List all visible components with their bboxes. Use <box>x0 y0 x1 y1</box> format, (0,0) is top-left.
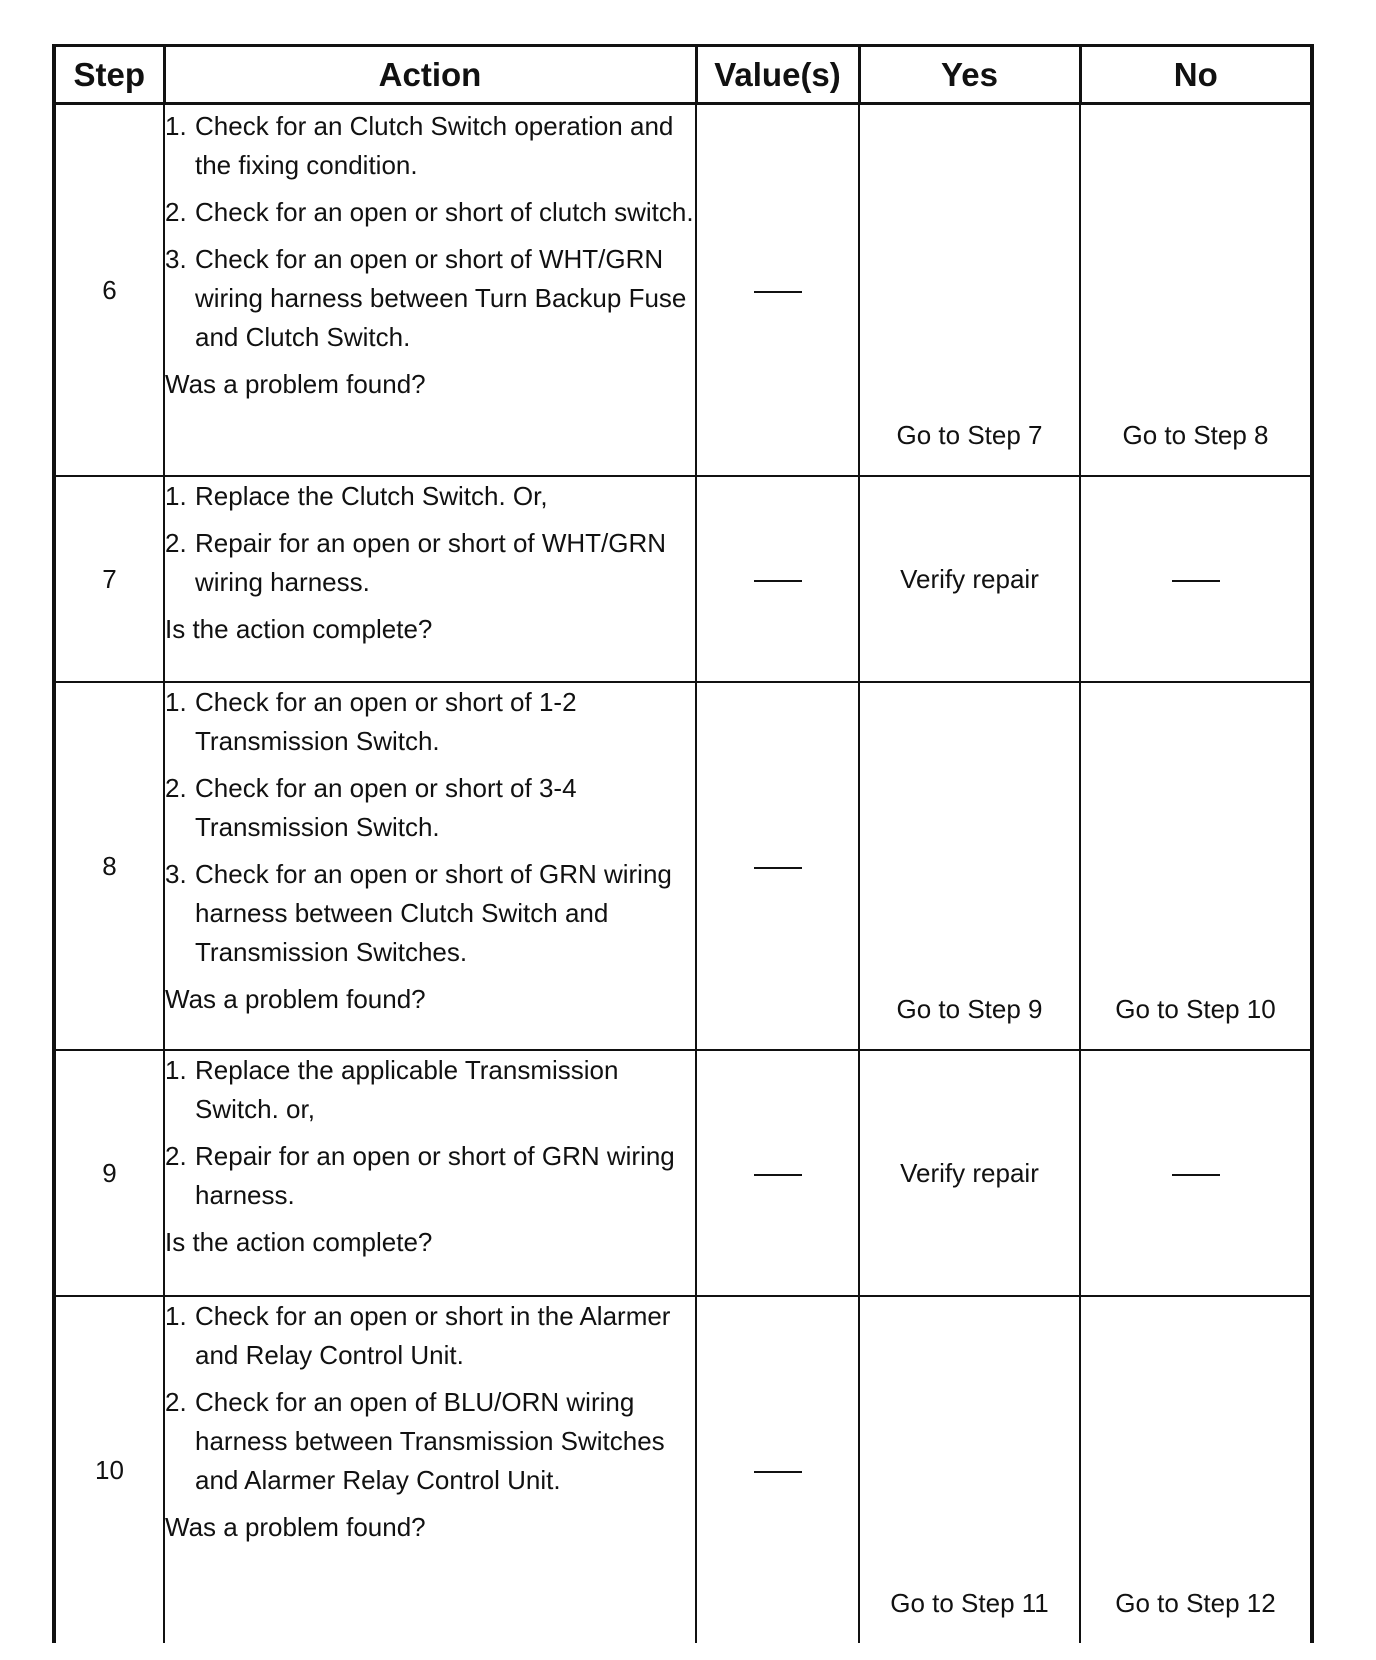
action-question: Is the action complete? <box>165 1227 433 1257</box>
action-cell <box>164 1296 696 1643</box>
no-cell <box>1080 682 1312 1050</box>
no-cell <box>1080 104 1312 477</box>
table-row <box>54 682 1312 1050</box>
step-number: 10 <box>54 1296 164 1643</box>
step-number: 7 <box>54 476 164 682</box>
list-item: 1. Replace the applicable Transmission Switch. or, <box>165 1055 619 1124</box>
header-values: Value(s) <box>696 46 859 104</box>
list-item: 1. Replace the Clutch Switch. Or, <box>165 481 548 511</box>
value-dash <box>754 580 802 582</box>
action-question: Is the action complete? <box>165 614 433 644</box>
action-list <box>165 1297 695 1500</box>
list-item: 3. Check for an open or short of WHT/GRN wiring harness between Turn Backup Fuse and Clutch Switch. <box>165 244 687 352</box>
value-cell <box>696 1050 859 1296</box>
yes-result: Verify repair <box>900 1157 1039 1188</box>
table-row <box>54 476 1312 682</box>
list-item: 2. Repair for an open or short of GRN wiring harness. <box>165 1141 675 1210</box>
no-cell <box>1080 1050 1312 1296</box>
value-cell <box>696 682 859 1050</box>
list-item: 1. Check for an Clutch Switch operation and the fixing condition. <box>165 111 674 180</box>
action-question: Was a problem found? <box>165 369 426 399</box>
action-cell <box>164 104 696 477</box>
table-row <box>54 1050 1312 1296</box>
value-dash <box>754 867 802 869</box>
header-row <box>54 46 1312 104</box>
no-result: Go to Step 10 <box>1115 994 1276 1024</box>
list-item: 3. Check for an open or short of GRN wiring harness between Clutch Switch and Transmission Switches. <box>165 859 672 967</box>
no-result: Go to Step 8 <box>1122 420 1269 450</box>
yes-result: Go to Step 7 <box>896 420 1043 450</box>
list-item: 1. Check for an open or short of 1-2 Transmission Switch. <box>165 687 577 756</box>
action-cell <box>164 1050 696 1296</box>
yes-result: Go to Step 11 <box>890 1588 1049 1618</box>
list-item: 2. Check for an open or short of 3-4 Transmission Switch. <box>165 773 577 842</box>
action-list <box>165 1051 695 1215</box>
yes-cell <box>859 104 1080 477</box>
value-dash <box>754 1174 802 1176</box>
list-item: 1. Check for an open or short in the Alarmer and Relay Control Unit. <box>165 1301 671 1370</box>
step-number: 9 <box>54 1050 164 1296</box>
action-list <box>165 683 695 972</box>
yes-result: Go to Step 9 <box>896 994 1043 1024</box>
no-cell <box>1080 476 1312 682</box>
no-result: Go to Step 12 <box>1115 1588 1276 1618</box>
yes-cell <box>859 1296 1080 1643</box>
step-number: 8 <box>54 682 164 1050</box>
list-item: 2. Check for an open of BLU/ORN wiring harness between Transmission Switches and Alarmer Relay Control Unit. <box>165 1387 665 1495</box>
action-cell <box>164 476 696 682</box>
yes-cell <box>859 682 1080 1050</box>
action-cell <box>164 682 696 1050</box>
no-cell <box>1080 1296 1312 1643</box>
header-yes: Yes <box>859 46 1080 104</box>
value-cell <box>696 476 859 682</box>
list-item: 2. Repair for an open or short of WHT/GRN wiring harness. <box>165 528 667 597</box>
action-question: Was a problem found? <box>165 984 426 1014</box>
action-question: Was a problem found? <box>165 1512 426 1542</box>
yes-cell <box>859 476 1080 682</box>
action-list <box>165 107 695 357</box>
header-step: Step <box>54 46 164 104</box>
action-list <box>165 477 695 602</box>
value-dash <box>754 1471 802 1473</box>
table-row <box>54 1296 1312 1643</box>
header-no: No <box>1080 46 1312 104</box>
table-row <box>54 104 1312 477</box>
no-dash <box>1172 1174 1220 1176</box>
list-item: 2. Check for an open or short of clutch switch. <box>165 197 694 227</box>
yes-cell <box>859 1050 1080 1296</box>
header-action: Action <box>164 46 696 104</box>
no-dash <box>1172 580 1220 582</box>
value-cell <box>696 1296 859 1643</box>
value-cell <box>696 104 859 477</box>
yes-result: Verify repair <box>900 563 1039 594</box>
step-number: 6 <box>54 104 164 477</box>
value-dash <box>754 291 802 293</box>
diagnostic-table <box>52 44 1314 1643</box>
